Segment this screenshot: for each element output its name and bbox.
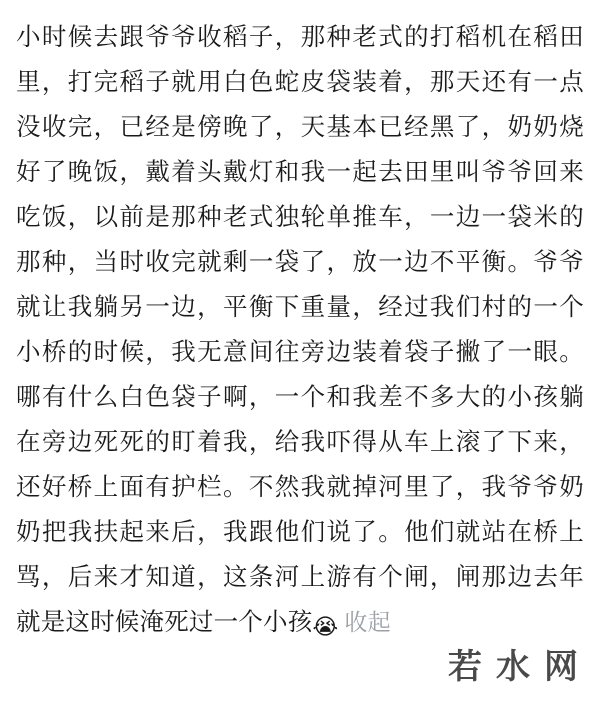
site-watermark (448, 639, 582, 688)
crying-face-emoji: 😭 (312, 615, 339, 640)
watermark-char-1: 若 (448, 647, 486, 687)
post-text: 小时候去跟爷爷收稻子，那种老式的打稻机在稻田里，打完稻子就用白色蛇皮袋装着，那天还有一点没收完，已经是傍晚了，天基本已经黑了，奶奶烧好了晚饭，戴着头戴灯和我一起去田里叫爷爷回来吃饭，以前是那种老式独轮单推车，一边一袋米的那种，当时收完就剩一袋了，放一边不平衡。爷爷就让我躺另一边，平衡下重量，经过我们村的一个小桥的时候，我无意间往旁边装着袋子撇了一眼。哪有什么白色袋子啊，一个和我差不多大的小孩躺在旁边死死的盯着我，给我吓得从车上滚了下来，还好桥上面有护栏。不然我就掉河里了，我爷爷奶奶把我扶起来后，我跟他们说了。他们就站在桥上骂，后来才知道，这条河上游有个闸，闸那边去年就是这时候淹死过一个小孩 (16, 22, 584, 636)
collapse-button[interactable]: 收起 (344, 610, 391, 636)
watermark-char-2: 水 (496, 647, 534, 687)
post-body (16, 14, 584, 646)
watermark-char-3: 网 (544, 647, 582, 687)
